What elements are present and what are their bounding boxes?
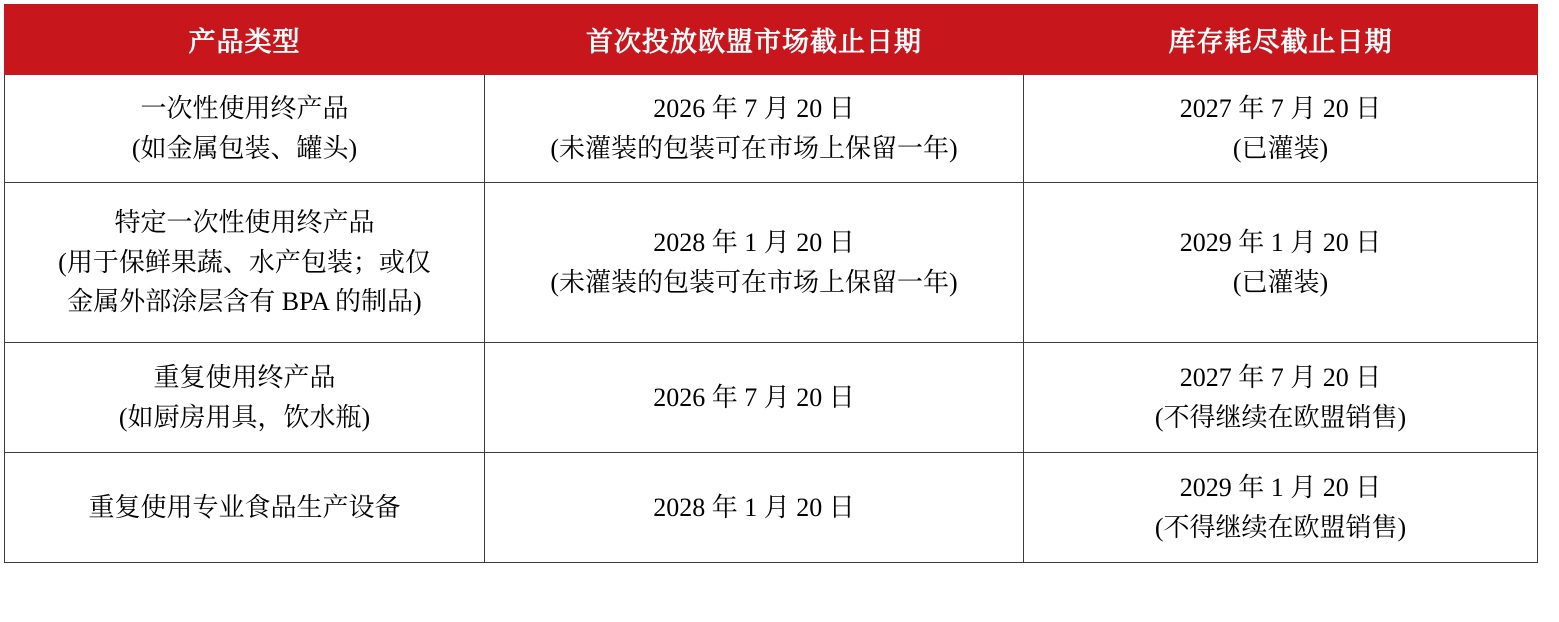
cell-line: 重复使用专业食品生产设备 [88, 492, 401, 522]
table-row [5, 453, 1538, 563]
cell-line: 2029 年 1 月 20 日 [1179, 227, 1382, 257]
cell-line: 2028 年 1 月 20 日 [653, 492, 855, 522]
table-row [5, 183, 1538, 343]
table-row [5, 75, 1538, 183]
cell-line: 特定一次性使用终产品 [114, 208, 375, 238]
cell-line: (未灌装的包装可在市场上保留一年) [550, 267, 958, 297]
cell-stock-depletion-deadline [1024, 343, 1538, 453]
column-header-product-type: 产品类型 [5, 5, 485, 75]
cell-line: 一次性使用终产品 [140, 93, 349, 123]
cell-stock-depletion-deadline [1024, 453, 1538, 563]
compliance-deadline-table [4, 4, 1538, 563]
cell-line: (不得继续在欧盟销售) [1154, 402, 1407, 432]
cell-line: (如金属包装、罐头) [131, 133, 358, 163]
cell-product-type [5, 183, 485, 343]
cell-line: 2028 年 1 月 20 日 [653, 227, 855, 257]
cell-line: 2026 年 7 月 20 日 [653, 93, 855, 123]
cell-stock-depletion-deadline [1024, 183, 1538, 343]
cell-stock-depletion-deadline [1024, 75, 1538, 183]
cell-product-type [5, 453, 485, 563]
cell-first-placement-deadline [485, 343, 1024, 453]
cell-line: 2029 年 1 月 20 日 [1179, 472, 1382, 502]
cell-line: (已灌装) [1232, 267, 1329, 297]
cell-line: 2027 年 7 月 20 日 [1179, 93, 1382, 123]
cell-line: 金属外部涂层含有 BPA 的制品) [67, 287, 422, 317]
cell-product-type [5, 75, 485, 183]
deadline-table-container [0, 4, 1559, 563]
cell-line: (用于保鲜果蔬、水产包装；或仅 [58, 247, 431, 277]
cell-line: 重复使用终产品 [153, 362, 336, 392]
column-header-stock-depletion-deadline: 库存耗尽截止日期 [1024, 5, 1538, 75]
cell-first-placement-deadline [485, 75, 1024, 183]
table-header-row [5, 5, 1538, 75]
cell-line: (如厨房用具，饮水瓶) [118, 402, 371, 432]
cell-first-placement-deadline [485, 183, 1024, 343]
table-row [5, 343, 1538, 453]
cell-line: (不得继续在欧盟销售) [1154, 512, 1407, 542]
cell-line: (未灌装的包装可在市场上保留一年) [550, 133, 958, 163]
cell-product-type [5, 343, 485, 453]
cell-line: 2026 年 7 月 20 日 [653, 382, 855, 412]
cell-line: (已灌装) [1232, 133, 1329, 163]
cell-first-placement-deadline [485, 453, 1024, 563]
cell-line: 2027 年 7 月 20 日 [1179, 362, 1382, 392]
table-header [5, 5, 1538, 75]
table-body [5, 75, 1538, 563]
column-header-first-placement-deadline: 首次投放欧盟市场截止日期 [485, 5, 1024, 75]
